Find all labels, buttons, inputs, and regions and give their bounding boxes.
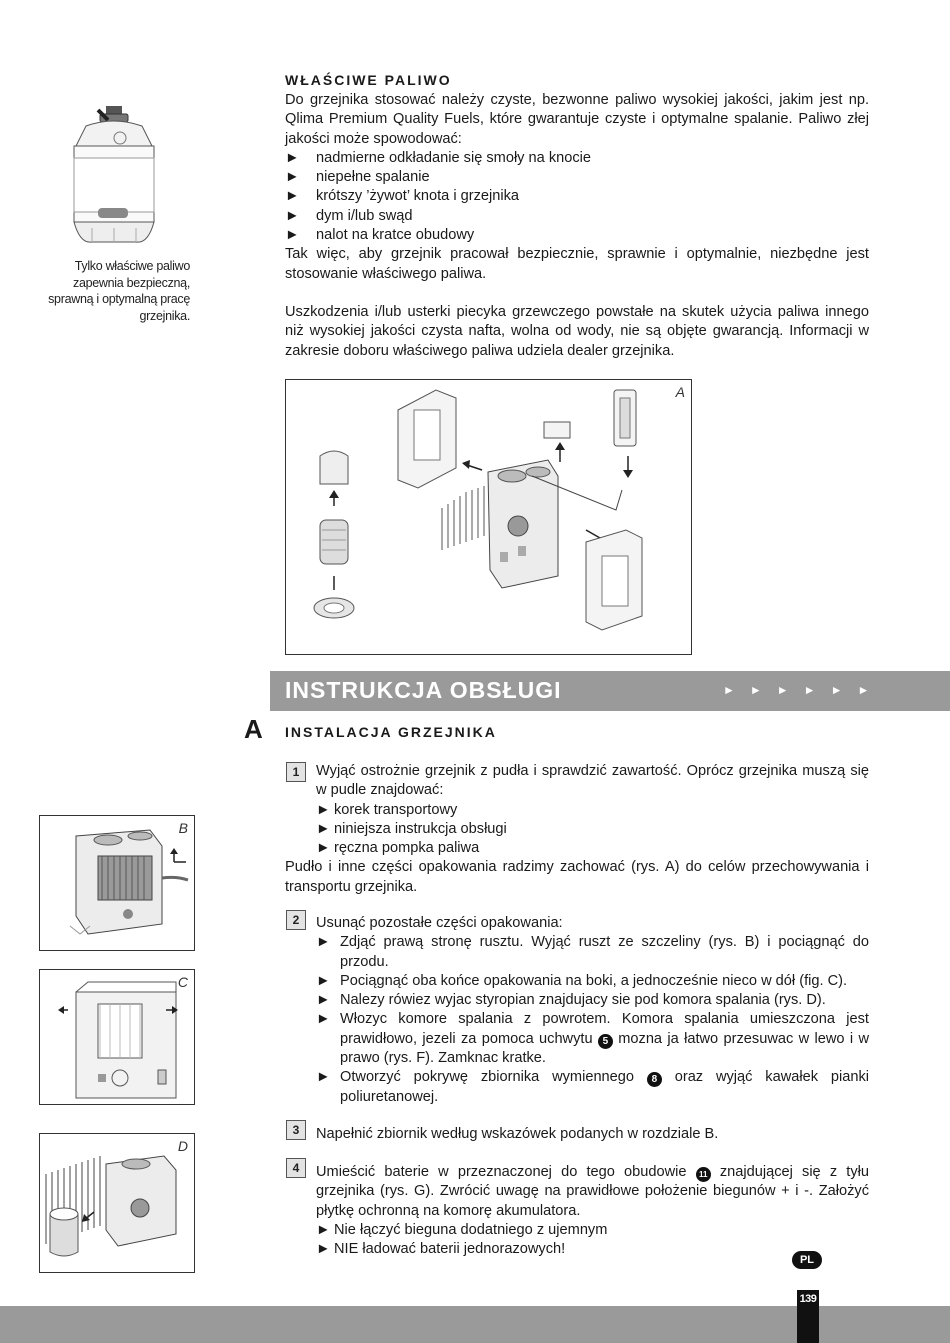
step-2-item: ► Włozyc komore spalania z powrotem. Komora spalania umieszczona jest prawidłowo, jezeli za pomoca uchwytu 5 mozna ja łatwo przesuwac w lewo i w prawo (rys. F). Zamknac kratke. [316, 1011, 869, 1067]
arrow-icon: ► [803, 683, 816, 697]
fuel-warranty: Uszkodzenia i/lub usterki piecyka grzewczego powstałe na skutek użycia paliwa innego niż wysokiej jakości czysta nafta, wolna od wody, nie są objęte gwarancją. Informacji w zakresie doboru właściwego paliwa udziela dealer grzejnika. [285, 303, 869, 359]
step-2-item: ► Zdjąć prawą stronę rusztu. Wyjąć ruszt ze szczeliny (rys. B) i pociągnąć do przodu. [316, 934, 869, 970]
fuel-bullet: ► krótszy ’żywot’ knota i grzejnika [285, 188, 520, 205]
step-4-text: Umieścić baterie w przeznaczonej do tego obudowie 11 znajdującej się z tyłu grzejnika (rys. G). Zwrócić uwagę na prawidłowe położenie biegunów + i -. Założyć płytkę ochronną na komorę akumulatora. [316, 1164, 870, 1219]
step-2-item: ► Nalezy rówiez wyjac styropian znajdujacy sie pod komora spalania (rys. D). [316, 992, 826, 1009]
fuel-intro: Do grzejnika stosować należy czyste, bezwonne paliwo wysokiej jakości, jakim jest np. Qlima Premium Quality Fuels, które gwarantuje czyste i optymalne spalanie. Paliwo złej jakości może spowodować: [285, 92, 869, 147]
step-number: 3 [286, 1120, 306, 1140]
fuel-bullet: ► nadmierne odkładanie się smoły na knocie [285, 149, 592, 166]
section-banner [270, 671, 950, 711]
figure-c [39, 969, 195, 1105]
step-2-item: ► Pociągnąć oba końce opakowania na boki, a jednocześnie nieco w dół (fig. C). [316, 972, 848, 989]
part-number-badge: 8 [647, 1072, 662, 1087]
section-letter: A [244, 714, 263, 744]
figure-b-label: B [178, 820, 188, 836]
step-1 [285, 762, 869, 897]
step-2 [316, 914, 869, 1107]
arrow-icon: ► [723, 683, 735, 697]
arrow-icon: ► [857, 683, 870, 697]
fuel-bullet: ► nalot na kratce obudowy [285, 227, 475, 244]
figure-b [39, 815, 195, 951]
banner-title: INSTRUKCJA OBSŁUGI [285, 677, 562, 703]
step-1-item: ► korek transportowy [316, 801, 458, 818]
arrow-icon: ► [749, 683, 762, 697]
section-heading: INSTALACJA GRZEJNIKA [285, 724, 497, 740]
step-4 [316, 1163, 869, 1259]
banner-arrows [708, 681, 869, 699]
fuel-caption: Tylko właściwe paliwo zapewnia bezpieczną, sprawną i optymalną pracę grzejnika. [48, 259, 190, 323]
fuel-heading: WŁAŚCIWE PALIWO [285, 72, 452, 88]
figure-a-label: A [675, 384, 685, 400]
figure-a [285, 379, 692, 655]
step-number: 4 [286, 1158, 306, 1178]
figure-c-label: C [177, 974, 188, 990]
fuel-bullet: ► dym i/lub swąd [285, 207, 413, 224]
step-4-item: ► Nie łączyć bieguna dodatniego z ujemnym [316, 1221, 608, 1238]
step-3-text: Napełnić zbiornik według wskazówek podanych w rozdziale B. [316, 1126, 719, 1142]
step-1-item: ► niniejsza instrukcja obsługi [316, 820, 507, 837]
figure-d [39, 1133, 195, 1273]
fuel-bullet: ► niepełne spalanie [285, 169, 430, 186]
step-1-text: Wyjąć ostrożnie grzejnik z pudła i sprawdzić zawartość. Oprócz grzejnika muszą się w pudle znajdować: [316, 763, 869, 799]
language-badge: PL [792, 1251, 822, 1269]
fuel-text-block [285, 91, 869, 361]
part-number-badge: 5 [598, 1034, 613, 1049]
part-number-badge: 11 [696, 1167, 711, 1182]
arrow-icon: ► [776, 683, 789, 697]
step-1-after: Pudło i inne części opakowania radzimy zachować (rys. A) do celów przechowywania i transportu grzejnika. [285, 859, 869, 895]
arrow-icon: ► [830, 683, 843, 697]
figure-d-label: D [177, 1138, 188, 1154]
step-2-item: ► Otworzyć pokrywę zbiornika wymiennego 8 oraz wyjąć kawałek pianki poliuretanowej. [316, 1069, 869, 1105]
fuel-can-illustration [68, 104, 160, 250]
step-1-item: ► ręczna pompka paliwa [316, 840, 480, 857]
page-number: 139 [797, 1290, 819, 1343]
fuel-conclusion: Tak więc, aby grzejnik pracował bezpiecznie, sprawnie i optymalnie, niezbędne jest stosowanie właściwego paliwa. [285, 246, 869, 282]
step-number: 1 [286, 762, 306, 782]
step-2-text: Usunąć pozostałe części opakowania: [316, 915, 563, 931]
step-number: 2 [286, 910, 306, 930]
step-4-item: ► NIE ładować baterii jednorazowych! [316, 1241, 566, 1258]
